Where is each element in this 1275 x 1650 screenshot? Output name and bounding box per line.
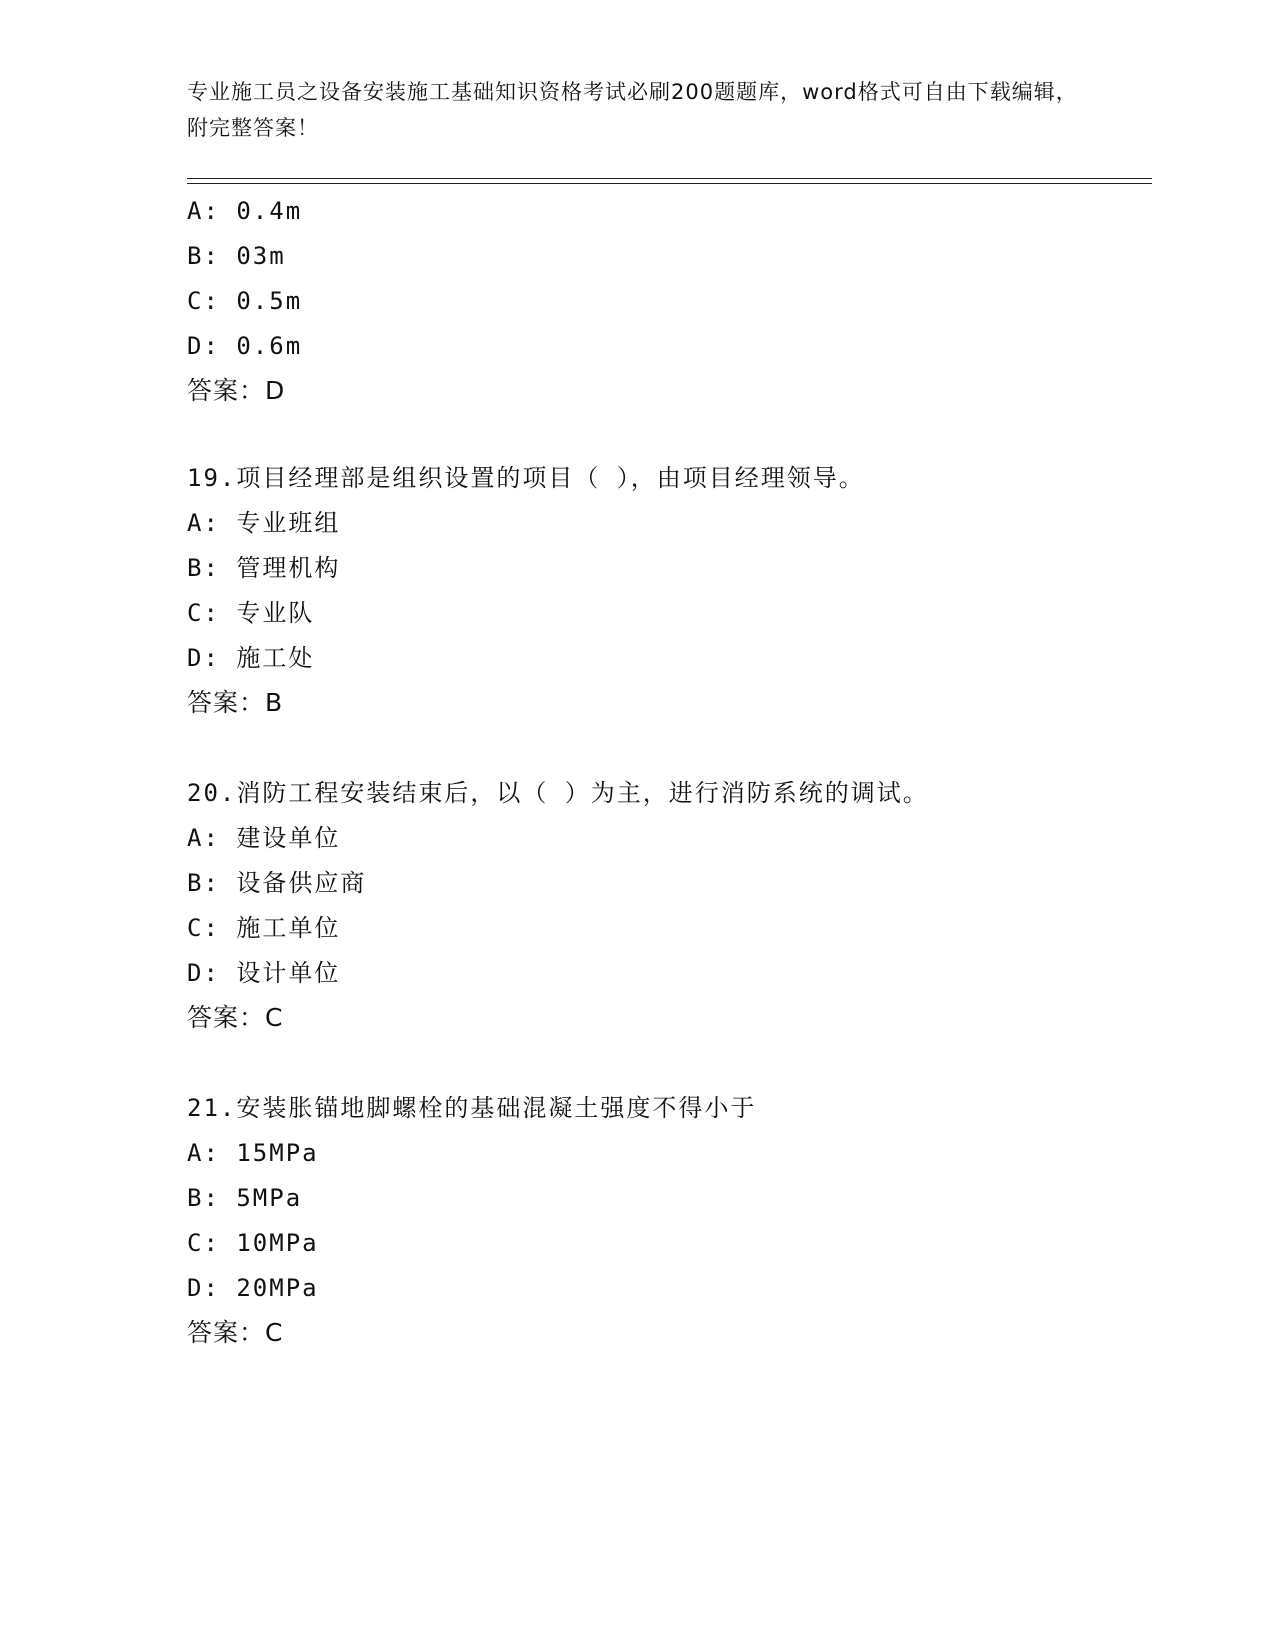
question-stem: 19.项目经理部是组织设置的项目（ ），由项目经理领导。: [187, 464, 865, 492]
answer: 答案：D: [187, 376, 286, 405]
answer: 答案：B: [187, 688, 284, 717]
document-header: 专业施工员之设备安装施工基础知识资格考试必刷200题题库，word格式可自由下载编辑，附完整答案！: [187, 80, 1078, 140]
option-d: D: 20MPa: [187, 1274, 319, 1302]
option-d: D: 0.6m: [187, 332, 303, 360]
option-b: B: 03m: [187, 242, 286, 270]
question-stem: 21.安装胀锚地脚螺栓的基础混凝土强度不得小于: [187, 1094, 757, 1122]
option-d: D: 设计单位: [187, 959, 341, 987]
option-d: D: 施工处: [187, 644, 315, 672]
header-rule-bottom: [187, 183, 1152, 184]
option-b: B: 管理机构: [187, 554, 341, 582]
option-a: A: 专业班组: [187, 509, 341, 537]
answer: 答案：C: [187, 1318, 284, 1347]
option-b: B: 设备供应商: [187, 869, 367, 897]
option-a: A: 15MPa: [187, 1139, 319, 1167]
option-a: A: 建设单位: [187, 824, 341, 852]
answer: 答案：C: [187, 1003, 284, 1032]
option-c: C: 10MPa: [187, 1229, 319, 1257]
option-b: B: 5MPa: [187, 1184, 303, 1212]
header-rule-top: [187, 178, 1152, 179]
option-c: C: 专业队: [187, 599, 315, 627]
option-c: C: 0.5m: [187, 287, 303, 315]
question-stem: 20.消防工程安装结束后，以（ ）为主，进行消防系统的调试。: [187, 779, 929, 807]
option-a: A: 0.4m: [187, 197, 303, 225]
option-c: C: 施工单位: [187, 914, 341, 942]
